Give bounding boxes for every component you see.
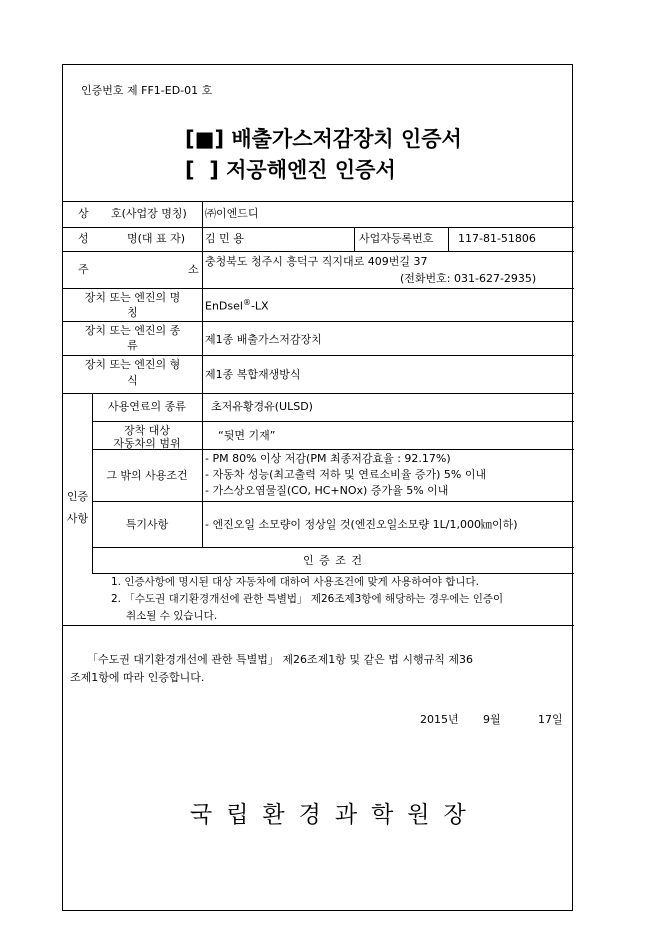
- bizno-label: 사업자등록번호: [359, 232, 434, 245]
- device-form-value: 제1종 복합재생방식: [205, 368, 301, 381]
- cert-matters-label-1: 인증: [66, 490, 89, 503]
- special-value: - 엔진오일 소모량이 정상일 것(엔진오일소모량 1L/1,000㎞이하): [205, 518, 518, 531]
- device-name-label-2: 칭: [127, 306, 138, 319]
- other-conditions-label: 그 밖의 사용조건: [106, 469, 188, 482]
- date-year: 2015년: [420, 713, 459, 726]
- date-month: 9월: [483, 713, 501, 726]
- rep-label-b: 명(대 표 자): [127, 232, 186, 245]
- fuel-value: 초저유황경유(ULSD): [211, 400, 313, 413]
- title-device-checkbox: [■]: [185, 127, 225, 151]
- statement-line-2: 조제1항에 따라 인증합니다.: [70, 671, 205, 684]
- bizno-value: 117-81-51806: [458, 232, 536, 245]
- fuel-label: 사용연료의 종류: [108, 400, 186, 413]
- issuer-signature: 국립환경과학원장: [190, 802, 480, 828]
- cert-number: 인증번호 제 FF1-ED-01 호: [81, 84, 213, 97]
- cert-matters-label-2: 사항: [66, 512, 89, 525]
- condition-2: 2. 「수도권 대기환경개선에 관한 특별법」 제26조제3항에 해당하는 경우에는 인증이: [111, 593, 504, 605]
- title-engine-checkbox: [ ]: [185, 158, 219, 182]
- conditions-header: 인 증 조 건: [303, 554, 363, 567]
- device-type-label-1: 장치 또는 엔진의 종: [84, 324, 181, 337]
- title-device-text: 배출가스저감장치 인증서: [231, 127, 462, 151]
- device-form-label-2: 식: [127, 374, 138, 387]
- title-engine-cert: [185, 154, 396, 184]
- company-label-b: 호(사업장 명칭): [111, 207, 187, 220]
- condition-1: 1. 인증사항에 명시된 대상 자동차에 대하여 사용조건에 맞게 사용하여야 합니다.: [111, 576, 479, 588]
- statement-line-1: 「수도권 대기환경개선에 관한 특별법」 제26조제1항 및 같은 법 시행규칙 제36: [87, 653, 473, 666]
- rep-value: 김 민 용: [205, 232, 244, 245]
- device-form-label-1: 장치 또는 엔진의 형: [84, 358, 181, 371]
- date-day: 17일: [538, 713, 563, 726]
- title-device-cert: [185, 123, 462, 153]
- addr-label-b: 소: [188, 263, 199, 276]
- title-engine-text: 저공해엔진 인증서: [226, 158, 396, 182]
- device-name-value: EnDsel®-LX: [205, 298, 269, 313]
- company-label-a: 상: [78, 207, 89, 220]
- company-value: ㈜이엔드디: [205, 207, 259, 220]
- address-phone: (전화번호: 031-627-2935): [400, 272, 537, 285]
- vehicle-label-2: 자동차의 범위: [113, 437, 181, 450]
- device-type-value: 제1종 배출가스저감장치: [205, 333, 322, 346]
- other-condition-1: - PM 80% 이상 저감(PM 최종저감효율 : 92.17%): [205, 452, 451, 465]
- certificate-document: [62, 64, 573, 911]
- addr-label-a: 주: [78, 263, 89, 276]
- other-condition-3: - 가스상오염물질(CO, HC+NOx) 증가율 5% 이내: [205, 484, 449, 497]
- condition-2-cont: 취소될 수 있습니다.: [126, 610, 218, 622]
- rep-label-a: 성: [78, 232, 89, 245]
- special-label: 특기사항: [125, 518, 169, 531]
- address-line1: 충청북도 청주시 흥덕구 직지대로 409번길 37: [205, 255, 428, 268]
- vehicle-value: “뒷면 기재”: [218, 429, 276, 442]
- device-name-label-1: 장치 또는 엔진의 명: [84, 291, 181, 304]
- vehicle-label-1: 장착 대상: [123, 424, 170, 437]
- device-type-label-2: 류: [127, 339, 138, 352]
- other-condition-2: - 자동차 성능(최고출력 저하 및 연료소비율 증가) 5% 이내: [205, 468, 487, 481]
